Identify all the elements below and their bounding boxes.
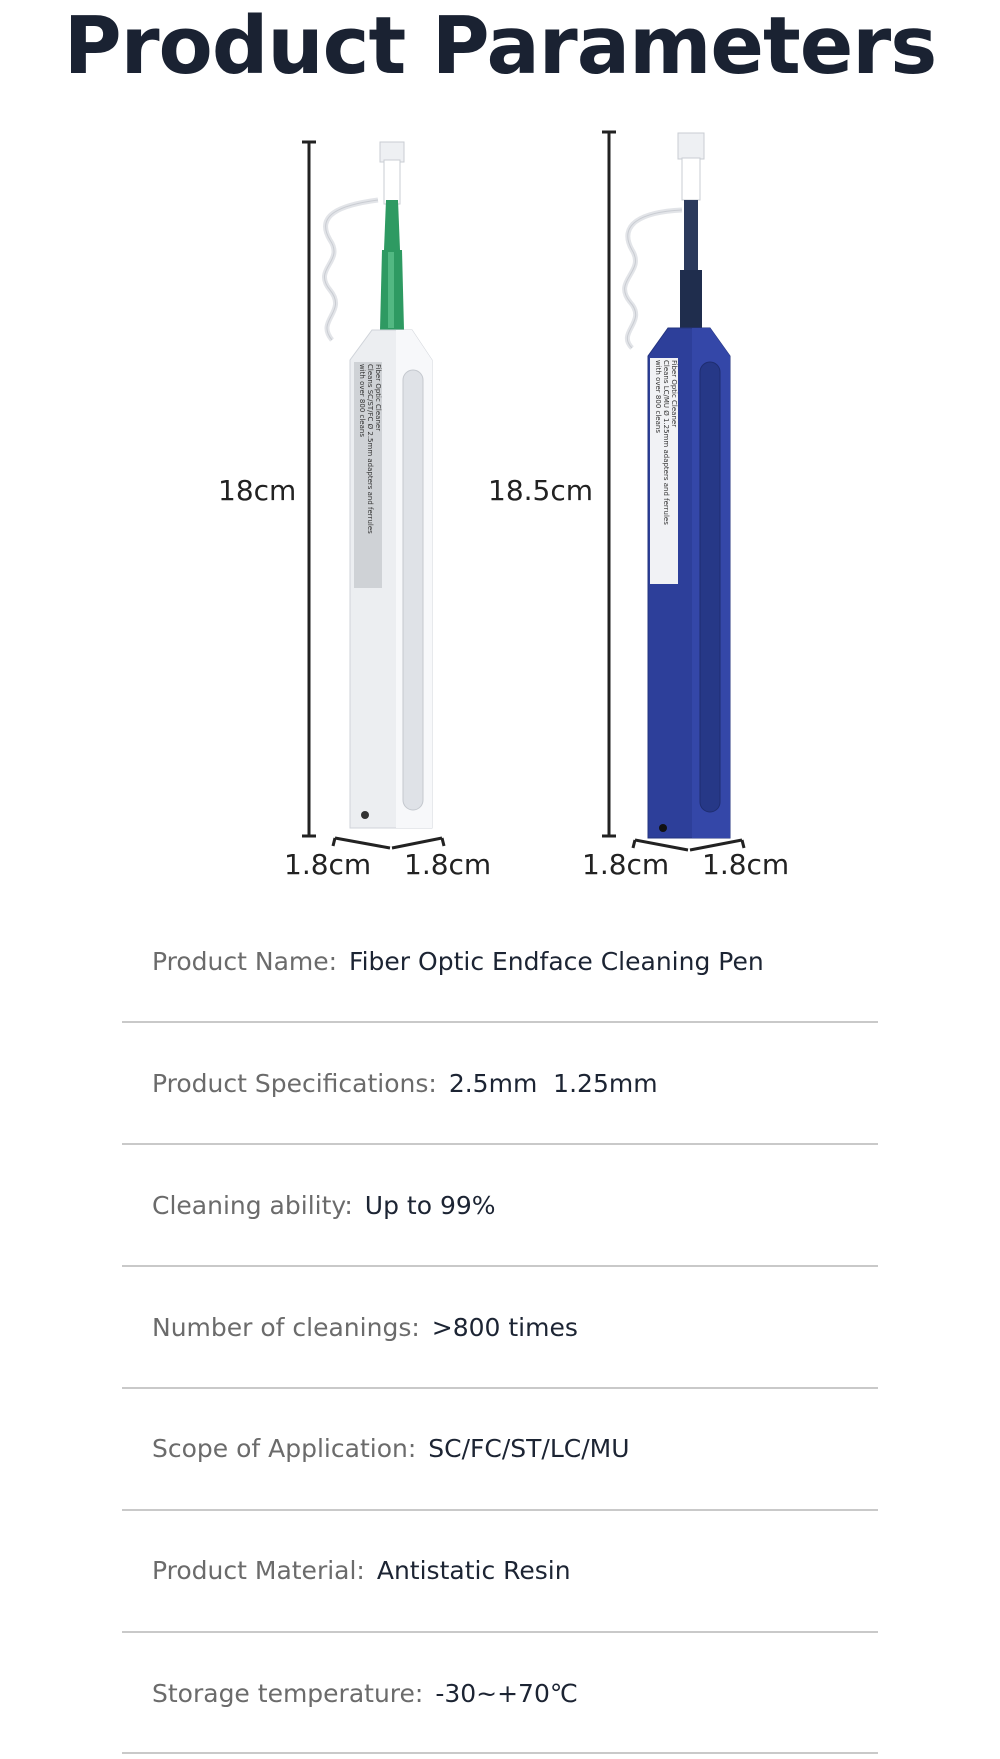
- sticker-line: Cleans SC/ST/FC Ø 2.5mm adapters and ferrules: [366, 364, 374, 534]
- sticker-text-1: [356, 364, 382, 590]
- spec-row-storage-temperature: [152, 1674, 872, 1714]
- spec-label: Product Material:: [152, 1556, 365, 1585]
- divider: [122, 1752, 878, 1754]
- spec-row-product-name: [152, 942, 872, 982]
- spec-label: Product Specifications:: [152, 1069, 437, 1098]
- sticker-text-2: [652, 360, 678, 586]
- sticker-line: Fiber Optic Cleaner: [374, 364, 382, 432]
- spec-value: >800 times: [431, 1313, 578, 1342]
- height-label-2: 18.5cm: [488, 474, 594, 507]
- spec-label: Product Name:: [152, 947, 338, 976]
- spec-label: Cleaning ability:: [152, 1191, 353, 1220]
- spec-row-material: [152, 1551, 872, 1591]
- spec-value: Fiber Optic Endface Cleaning Pen: [349, 947, 764, 976]
- divider: [122, 1387, 878, 1389]
- spec-value: SC/FC/ST/LC/MU: [428, 1434, 630, 1463]
- spec-value: Up to 99%: [364, 1191, 496, 1220]
- width-label-1-left: 1.8cm: [284, 848, 372, 881]
- divider: [122, 1021, 878, 1023]
- spec-row-cleaning-ability: [152, 1186, 872, 1226]
- sticker-line: Cleans LC/MU Ø 1.25mm adapters and ferrules: [662, 360, 670, 525]
- height-label-1: 18cm: [218, 474, 297, 507]
- spec-row-specifications: [152, 1064, 872, 1104]
- divider: [122, 1631, 878, 1633]
- spec-row-scope: [152, 1429, 872, 1469]
- width-label-1-right: 1.8cm: [404, 848, 492, 881]
- spec-value: 2.5mm 1.25mm: [448, 1069, 658, 1098]
- width-label-2-left: 1.8cm: [582, 848, 670, 881]
- sticker-line: with over 800 cleans: [654, 360, 662, 433]
- spec-value: Antistatic Resin: [376, 1556, 571, 1585]
- height-dimension-1: [302, 142, 316, 836]
- page-title: Product Parameters: [63, 0, 937, 92]
- divider: [122, 1509, 878, 1511]
- spec-value: -30~+70℃: [435, 1679, 578, 1708]
- width-dimension-1: [333, 838, 444, 848]
- spec-label: Number of cleanings:: [152, 1313, 420, 1342]
- height-dimension-2: [602, 132, 616, 836]
- spec-label: Scope of Application:: [152, 1434, 417, 1463]
- width-label-2-right: 1.8cm: [702, 848, 790, 881]
- divider: [122, 1143, 878, 1145]
- sticker-line: Fiber Optic Cleaner: [670, 360, 678, 428]
- spec-label: Storage temperature:: [152, 1679, 424, 1708]
- spec-row-number-of-cleanings: [152, 1308, 872, 1348]
- sticker-line: with over 800 cleans: [358, 364, 366, 437]
- divider: [122, 1265, 878, 1267]
